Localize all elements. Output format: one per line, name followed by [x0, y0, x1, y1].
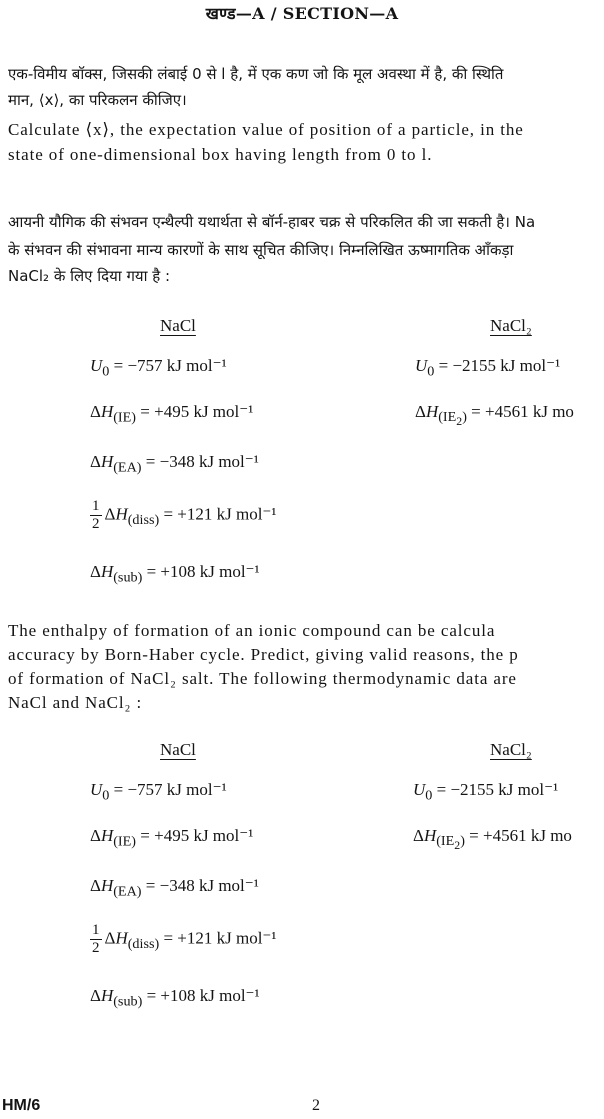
nacl-heading: NaCl: [160, 740, 196, 759]
ie-nacl-value: = +495 kJ mol⁻¹: [140, 402, 254, 421]
diss-nacl-value: = +121 kJ mol⁻¹: [163, 504, 277, 524]
ea-nacl-row: $\Delta H_{(EA)} = -348$ kJ mol⁻¹: [90, 876, 259, 900]
q1-english-line-2: state of one-dimensional box having length from 0 to l.: [8, 145, 433, 164]
ie-nacl2-row: $\Delta H_{(IE_2)} = +4561$ kJ mo: [415, 402, 574, 429]
half-fraction: $\frac{1}{2}$: [92, 498, 100, 532]
ie-nacl-row: $\Delta H_{(IE)} = +495$ kJ mol⁻¹: [90, 826, 254, 850]
q2-hindi-line-2: के संभवन की संभावना मान्य कारणों के साथ सूचित कीजिए। निम्नलिखित ऊष्मागतिक आँकड़ा: [8, 241, 514, 259]
sub-nacl-value: = +108 kJ mol⁻¹: [146, 562, 260, 581]
ie-nacl-row: $\Delta H_{(IE)} = +495$ kJ mol⁻¹: [90, 402, 254, 426]
u0-nacl-value: = −757 kJ mol⁻¹: [113, 356, 227, 375]
diss-nacl-row: $\frac{1}{2}$ $\Delta H_{(diss)} = +121$ kJ mol⁻¹: [92, 922, 277, 956]
q2-english-line-4: NaCl and NaCl₂ :: [8, 693, 143, 712]
u0-nacl-value: = −757 kJ mol⁻¹: [113, 780, 227, 799]
q1-hindi-line-1: एक-विमीय बॉक्स, जिसकी लंबाई 0 से l है, में एक कण जो कि मूल अवस्था में है, की स्थिति: [8, 65, 504, 83]
u0-nacl2-value: = −2155 kJ mol⁻¹: [436, 780, 559, 799]
ie-nacl2-row: $\Delta H_{(IE_2)} = +4561$ kJ mo: [413, 826, 572, 853]
ea-nacl-value: = −348 kJ mol⁻¹: [145, 452, 259, 471]
ie-nacl2-value: = +4561 kJ mo: [469, 826, 572, 845]
sub-nacl-value: = +108 kJ mol⁻¹: [146, 986, 260, 1005]
ie-nacl-value: = +495 kJ mol⁻¹: [140, 826, 254, 845]
sub-nacl-row: $\Delta H_{(sub)} = +108$ kJ mol⁻¹: [90, 562, 260, 586]
ie-nacl2-value: = +4561 kJ mo: [471, 402, 574, 421]
sub-nacl-row: $\Delta H_{(sub)} = +108$ kJ mol⁻¹: [90, 986, 260, 1010]
diss-nacl-value: = +121 kJ mol⁻¹: [163, 928, 277, 948]
u0-nacl-row: $U_0 = -757$ kJ mol⁻¹: [90, 780, 227, 804]
page-number: 2: [312, 1097, 320, 1114]
u0-nacl2-value: = −2155 kJ mol⁻¹: [438, 356, 561, 375]
section-header: खण्ड—A / SECTION—A: [205, 4, 399, 23]
q1-hindi-line-2: मान, ⟨x⟩, का परिकलन कीजिए।: [8, 91, 187, 109]
nacl-heading: NaCl: [160, 316, 196, 335]
q2-english-line-1: The enthalpy of formation of an ionic compound can be calcula: [8, 621, 496, 640]
q2-english-line-2: accuracy by Born-Haber cycle. Predict, giving valid reasons, the p: [8, 645, 519, 664]
ea-nacl-value: = −348 kJ mol⁻¹: [145, 876, 259, 895]
ea-nacl-row: $\Delta H_{(EA)} = -348$ kJ mol⁻¹: [90, 452, 259, 476]
q2-hindi-line-1: आयनी यौगिक की संभवन एन्थैल्पी यथार्थता से बॉर्न-हाबर चक्र से परिकलित की जा सकती है। Na: [8, 213, 536, 231]
paper-code: HM/6: [2, 1097, 41, 1114]
u0-nacl2-row: $U_0 = -2155$ kJ mol⁻¹: [413, 780, 559, 804]
u0-nacl2-row: $U_0 = -2155$ kJ mol⁻¹: [415, 356, 561, 380]
q2-hindi-line-3: NaCl₂ के लिए दिया गया है :: [8, 267, 171, 285]
q1-english-line-1: Calculate ⟨x⟩, the expectation value of position of a particle, in the: [8, 120, 524, 139]
q2-english-line-3: of formation of NaCl₂ salt. The following thermodynamic data are: [8, 669, 517, 688]
nacl2-heading: NaCl₂: [490, 740, 532, 759]
half-fraction: $\frac{1}{2}$: [92, 922, 100, 956]
diss-nacl-row: $\frac{1}{2}$ $\Delta H_{(diss)} = +121$ kJ mol⁻¹: [92, 498, 277, 532]
nacl2-heading: NaCl₂: [490, 316, 532, 335]
u0-nacl-row: $U_0 = -757$ kJ mol⁻¹: [90, 356, 227, 380]
